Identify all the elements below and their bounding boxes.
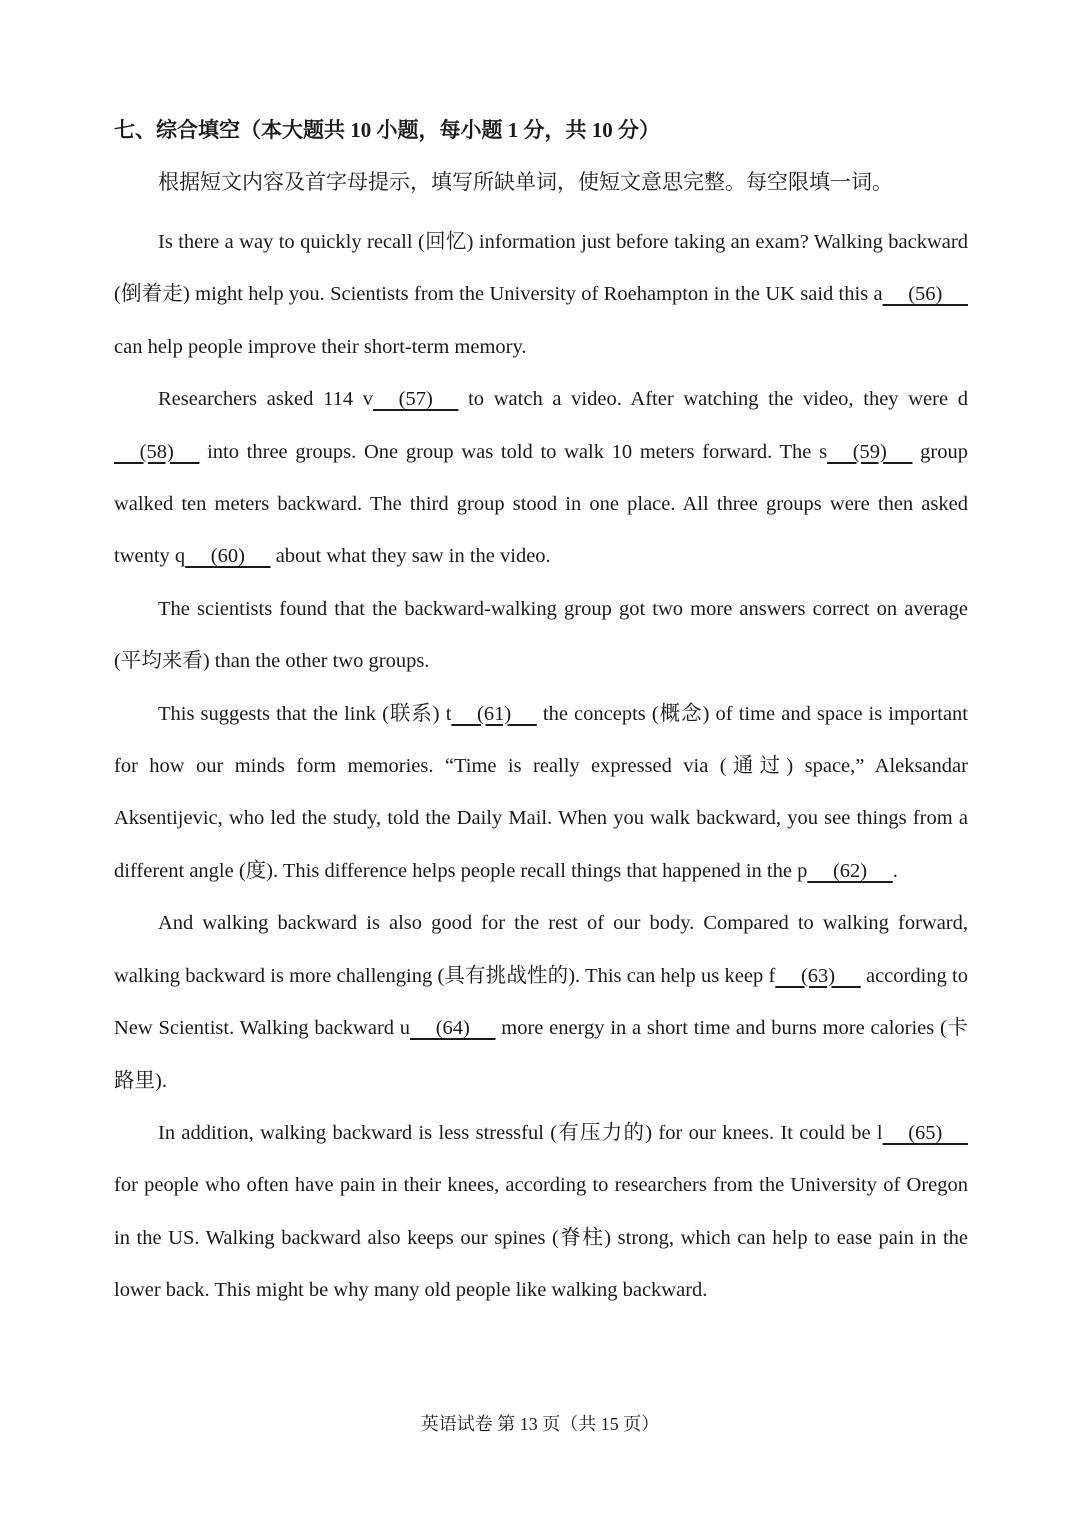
paragraph-text: And walking backward is also good for the rest of our body. Compared to walking forward, walking backward is more challenging (具有挑战性的). This can help us keep f (114, 912, 968, 987)
paragraph-text: the concepts (概念) of time and space is important for how our minds form memories. “Time is really expressed via (通过) space,” Aleksandar Aksentijevic, who led the study, told the Daily Mail. When you walk backward, you see things from a different angle (度). This difference helps people recall things that happened in the p (114, 702, 969, 882)
paragraph-text: Is there a way to quickly recall (回忆) information just before taking an exam? Walking backward (倒着走) might help you. Scientists from the University of Roehampton in the UK said this a (114, 231, 968, 306)
paragraph-text: for people who often have pain in their knees, according to researchers from the University of Oregon in the US. Walking backward also keeps our spines (脊柱) strong, which can help to ease pain in the lower back. This might be why many old people like walking backward. (114, 1174, 968, 1302)
page-footer: 英语试卷 第 13 页（共 15 页） (420, 1414, 660, 1434)
passage-paragraph-1 (114, 216, 968, 373)
paragraph-text: can help people improve their short-term memory. (114, 335, 527, 358)
paragraph-text: In addition, walking backward is less stressful (有压力的) for our knees. It could be l (158, 1121, 883, 1144)
instruction-text: 根据短文内容及首字母提示，填写所缺单词，使短文意思完整。每空限填一词。 (158, 170, 893, 194)
blank-59[interactable]: (59) (827, 440, 913, 463)
passage-paragraph-2 (114, 373, 968, 583)
paragraph-text: group walked ten meters backward. The third group stood in one place. All three groups were then asked twenty q (114, 440, 969, 568)
blank-56[interactable]: (56) (882, 283, 968, 306)
blank-64[interactable]: (64) (410, 1017, 496, 1040)
blank-60[interactable]: (60) (185, 545, 271, 568)
paragraph-text: into three groups. One group was told to walk 10 meters forward. The s (199, 440, 828, 463)
blank-58[interactable]: (58) (114, 440, 200, 463)
blank-65[interactable]: (65) (882, 1121, 968, 1144)
passage-paragraph-5 (114, 897, 968, 1107)
paragraph-text: This suggests that the link (联系) t (158, 702, 452, 725)
paragraph-text: according to New Scientist. Walking backward u (114, 964, 969, 1040)
passage-paragraph-3 (114, 583, 968, 688)
paragraph-text: to watch a video. After watching the video, they were d (458, 388, 968, 411)
blank-57[interactable]: (57) (373, 388, 459, 411)
blank-62[interactable]: (62) (807, 859, 893, 882)
paragraph-text: The scientists found that the backward-walking group got two more answers correct on average (平均来看) than the other two groups. (114, 597, 968, 673)
paragraph-text: more energy in a short time and burns more calories (卡路里). (114, 1017, 968, 1092)
blank-63[interactable]: (63) (775, 964, 861, 987)
paragraph-text: Researchers asked 114 v (158, 388, 374, 411)
blank-61[interactable]: (61) (451, 702, 537, 725)
section-title: 七、综合填空（本大题共 10 小题，每小题 1 分，共 10 分） (114, 118, 660, 142)
paragraph-text: . (892, 859, 898, 882)
passage-paragraph-4 (114, 688, 968, 898)
cloze-passage (114, 216, 968, 1317)
passage-paragraph-6 (114, 1107, 968, 1317)
paragraph-text: about what they saw in the video. (270, 545, 551, 568)
